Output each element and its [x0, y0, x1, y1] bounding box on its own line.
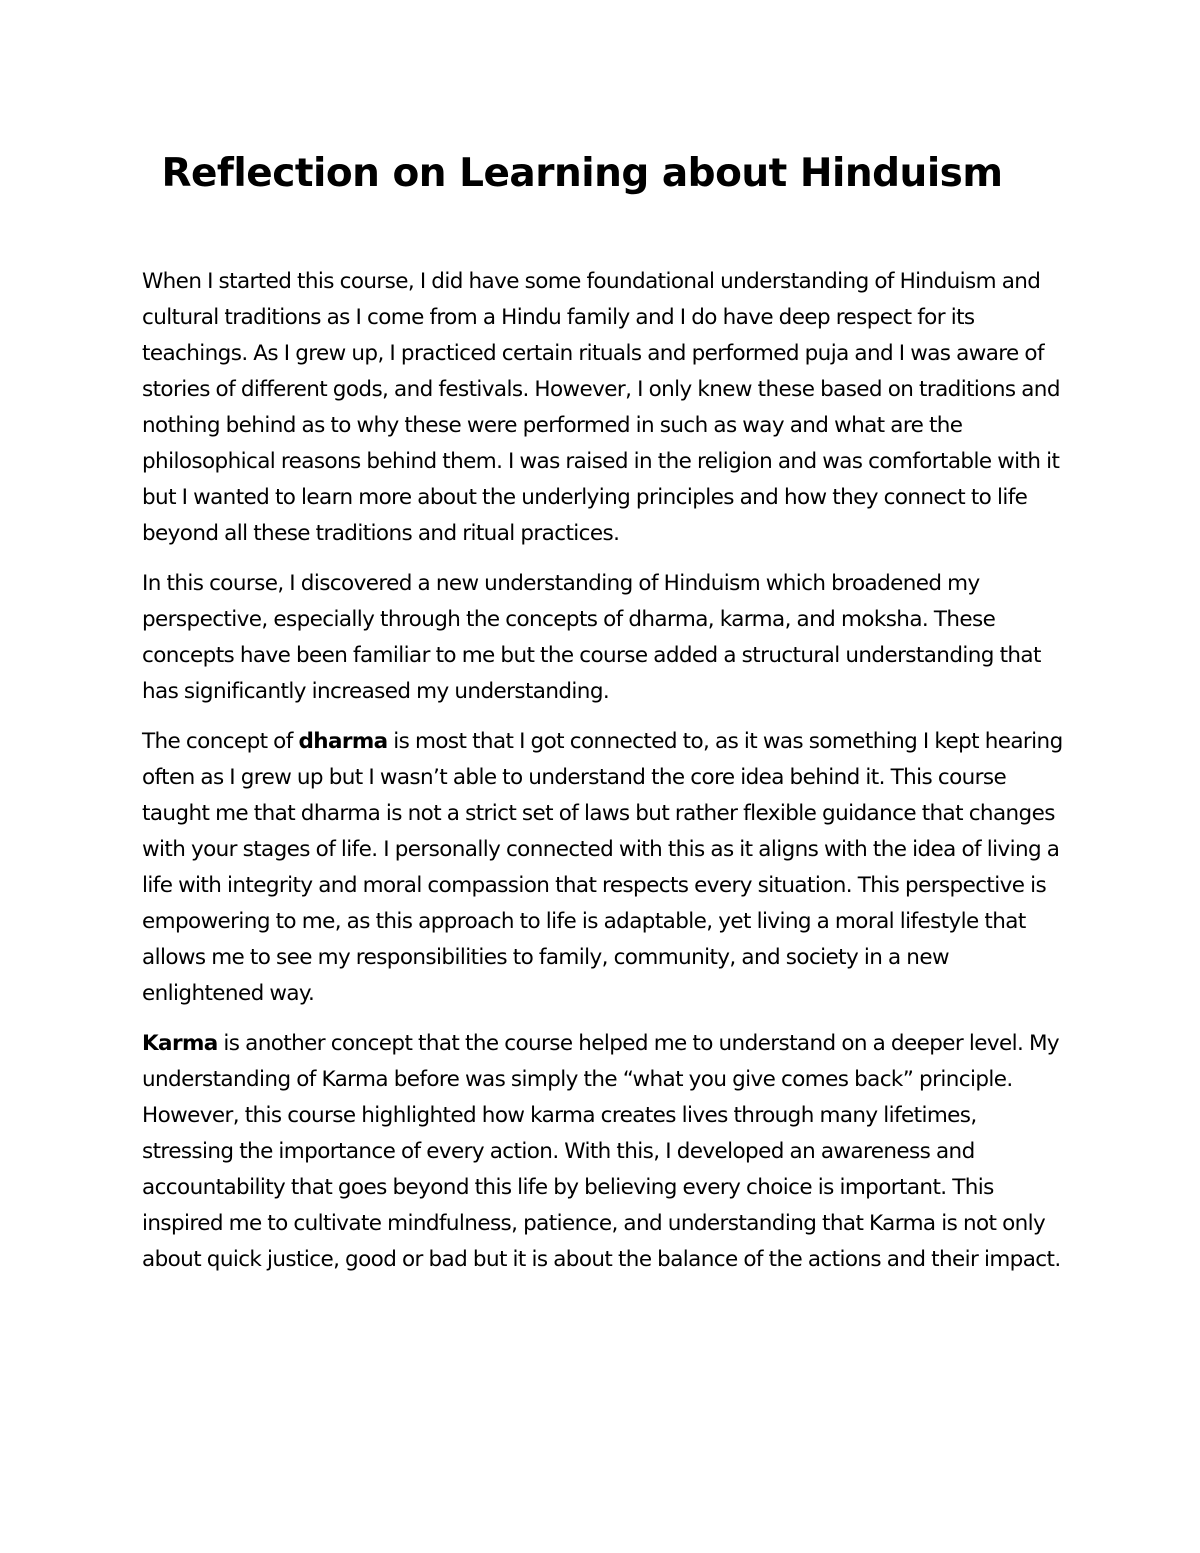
paragraph-dharma-lead: The concept of: [142, 729, 299, 754]
document-body: [142, 264, 1067, 1292]
term-dharma: dharma: [298, 729, 388, 754]
paragraph-karma-text: is another concept that the course helped me to understand on a deeper level. My understanding of Karma before was simply the “what you give comes back” principle. However, this course highlighted how karma creates lives through many lifetimes, stressing the importance of every action. With this, I developed an awareness and accountability that goes beyond this life by believing every choice is important. This inspired me to cultivate mindfulness, patience, and understanding that Karma is not only about quick justice, good or bad but it is about the balance of the actions and their impact.: [142, 1031, 1061, 1272]
paragraph-dharma-text: is most that I got connected to, as it was something I kept hearing often as I grew up but I wasn’t able to understand the core idea behind it. This course taught me that dharma is not a strict set of laws but rather flexible guidance that changes with your stages of life. I personally connected with this as it aligns with the idea of living a life with integrity and moral compassion that respects every situation. This perspective is empowering to me, as this approach to life is adaptable, yet living a moral lifestyle that allows me to see my responsibilities to family, community, and society in a new enlightened way.: [142, 729, 1063, 1006]
paragraph-intro: When I started this course, I did have some foundational understanding of Hinduism and cultural traditions as I come from a Hindu family and I do have deep respect for its teachings. As I grew up, I practiced certain rituals and performed puja and I was aware of stories of different gods, and festivals. However, I only knew these based on traditions and nothing behind as to why these were performed in such as way and what are the philosophical reasons behind them. I was raised in the religion and was comfortable with it but I wanted to learn more about the underlying principles and how they connect to life beyond all these traditions and ritual practices.: [142, 269, 1060, 546]
term-karma: Karma: [142, 1031, 218, 1056]
document-title: Reflection on Learning about Hinduism: [161, 151, 1003, 196]
paragraph-new-understanding: In this course, I discovered a new understanding of Hinduism which broadened my perspective, especially through the concepts of dharma, karma, and moksha. These concepts have been familiar to me but the course added a structural understanding that has significantly increased my understanding.: [142, 571, 1041, 704]
paragraph-dharma: [142, 724, 1067, 1012]
paragraph-karma: [142, 1026, 1067, 1278]
